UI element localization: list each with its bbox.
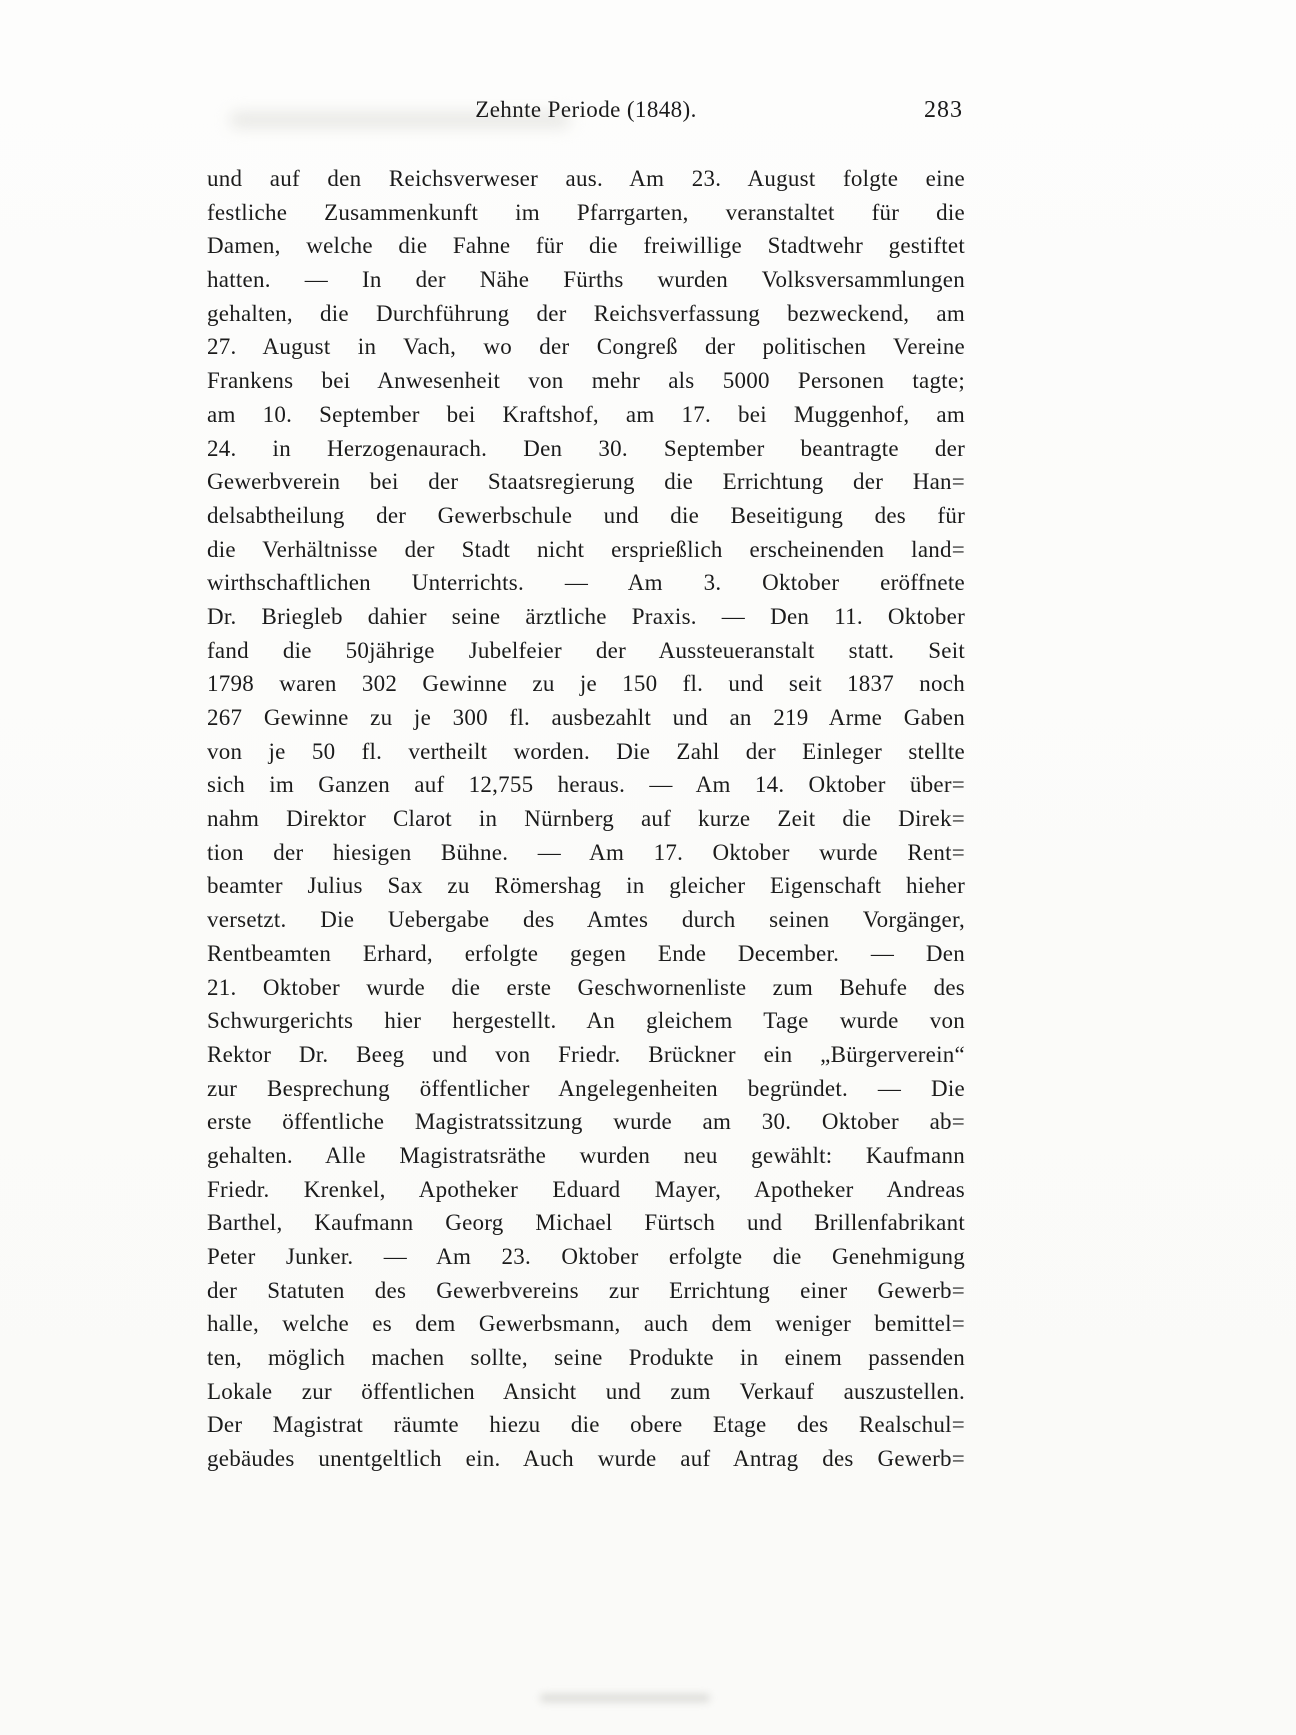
text-line: 267 Gewinne zu je 300 fl. ausbezahlt und an 219 Arme Gaben bbox=[207, 705, 965, 730]
text-line: 27. August in Vach, wo der Congreß der politischen Vereine bbox=[207, 334, 965, 360]
text-line: nahm Direktor Clarot in Nürnberg auf kurze Zeit die Direk= bbox=[207, 806, 965, 832]
text-line: der Statuten des Gewerbvereins zur Errichtung einer Gewerb= bbox=[207, 1277, 965, 1303]
text-line: fand die 50jährige Jubelfeier der Aussteueranstalt statt. Seit bbox=[207, 637, 965, 663]
text-line: sich im Ganzen auf 12,755 heraus. — Am 14. Oktober über= bbox=[207, 772, 965, 798]
text-line: Rentbeamten Erhard, erfolgte gegen Ende December. — Den bbox=[207, 940, 965, 966]
text-line: Damen, welche die Fahne für die freiwillige Stadtwehr gestiftet bbox=[207, 233, 965, 259]
text-line: tion der hiesigen Bühne. — Am 17. Oktober wurde Rent= bbox=[207, 839, 965, 865]
page-header bbox=[207, 94, 965, 128]
text-line: am 10. September bei Kraftshof, am 17. bei Muggenhof, am bbox=[207, 401, 965, 427]
text-line: 1798 waren 302 Gewinne zu je 150 fl. und seit 1837 noch bbox=[207, 671, 965, 697]
text-line: gebäudes unentgeltlich ein. Auch wurde auf Antrag des Gewerb= bbox=[207, 1446, 965, 1472]
text-line: Schwurgerichts hier hergestellt. An gleichem Tage wurde von bbox=[207, 1008, 965, 1034]
text-line: hatten. — In der Nähe Fürths wurden Volksversammlungen bbox=[207, 267, 965, 293]
text-line: von je 50 fl. vertheilt worden. Die Zahl der Einleger stellte bbox=[207, 738, 965, 764]
text-line: Dr. Briegleb dahier seine ärztliche Praxis. — Den 11. Oktober bbox=[207, 603, 965, 629]
text-line: Frankens bei Anwesenheit von mehr als 5000 Personen tagte; bbox=[207, 368, 965, 394]
text-line: versetzt. Die Uebergabe des Amtes durch seinen Vorgänger, bbox=[207, 907, 965, 933]
text-line: halle, welche es dem Gewerbsmann, auch dem weniger bemittel= bbox=[207, 1311, 965, 1337]
text-line: delsabtheilung der Gewerbschule und die Beseitigung des für bbox=[207, 502, 965, 528]
text-line: beamter Julius Sax zu Römershag in gleicher Eigenschaft hieher bbox=[207, 873, 965, 899]
page-number: 283 bbox=[924, 97, 963, 123]
text-line: Barthel, Kaufmann Georg Michael Fürtsch und Brillenfabrikant bbox=[207, 1210, 965, 1236]
body-text bbox=[207, 162, 965, 1476]
text-line: Gewerbverein bei der Staatsregierung die Errichtung der Han= bbox=[207, 469, 965, 495]
text-line: gehalten, die Durchführung der Reichsverfassung bezweckend, am bbox=[207, 300, 965, 326]
text-line: wirthschaftlichen Unterrichts. — Am 3. Oktober eröffnete bbox=[207, 570, 965, 596]
text-line: 21. Oktober wurde die erste Geschwornenliste zum Behufe des bbox=[207, 974, 965, 1000]
text-line: festliche Zusammenkunft im Pfarrgarten, veranstaltet für die bbox=[207, 199, 965, 225]
text-line: ten, möglich machen sollte, seine Produkte in einem passenden bbox=[207, 1345, 965, 1371]
text-line: die Verhältnisse der Stadt nicht ersprießlich erscheinenden land= bbox=[207, 536, 965, 562]
running-title: Zehnte Periode (1848). bbox=[475, 97, 697, 122]
text-line: Rektor Dr. Beeg und von Friedr. Brückner ein „Bürgerverein“ bbox=[207, 1041, 965, 1067]
text-line: gehalten. Alle Magistratsräthe wurden neu gewählt: Kaufmann bbox=[207, 1142, 965, 1168]
text-line: zur Besprechung öffentlicher Angelegenheiten begründet. — Die bbox=[207, 1075, 965, 1101]
text-line: Peter Junker. — Am 23. Oktober erfolgte die Genehmigung bbox=[207, 1244, 965, 1269]
text-line: erste öffentliche Magistratssitzung wurde am 30. Oktober ab= bbox=[207, 1109, 965, 1135]
text-line: 24. in Herzogenaurach. Den 30. September beantragte der bbox=[207, 435, 965, 461]
text-line: Lokale zur öffentlichen Ansicht und zum Verkauf auszustellen. bbox=[207, 1378, 965, 1404]
text-line: und auf den Reichsverweser aus. Am 23. August folgte eine bbox=[207, 166, 965, 191]
text-line: Friedr. Krenkel, Apotheker Eduard Mayer, Apotheker Andreas bbox=[207, 1176, 965, 1202]
scan-artifact-bottom bbox=[540, 1694, 710, 1702]
text-line: Der Magistrat räumte hiezu die obere Etage des Realschul= bbox=[207, 1412, 965, 1438]
